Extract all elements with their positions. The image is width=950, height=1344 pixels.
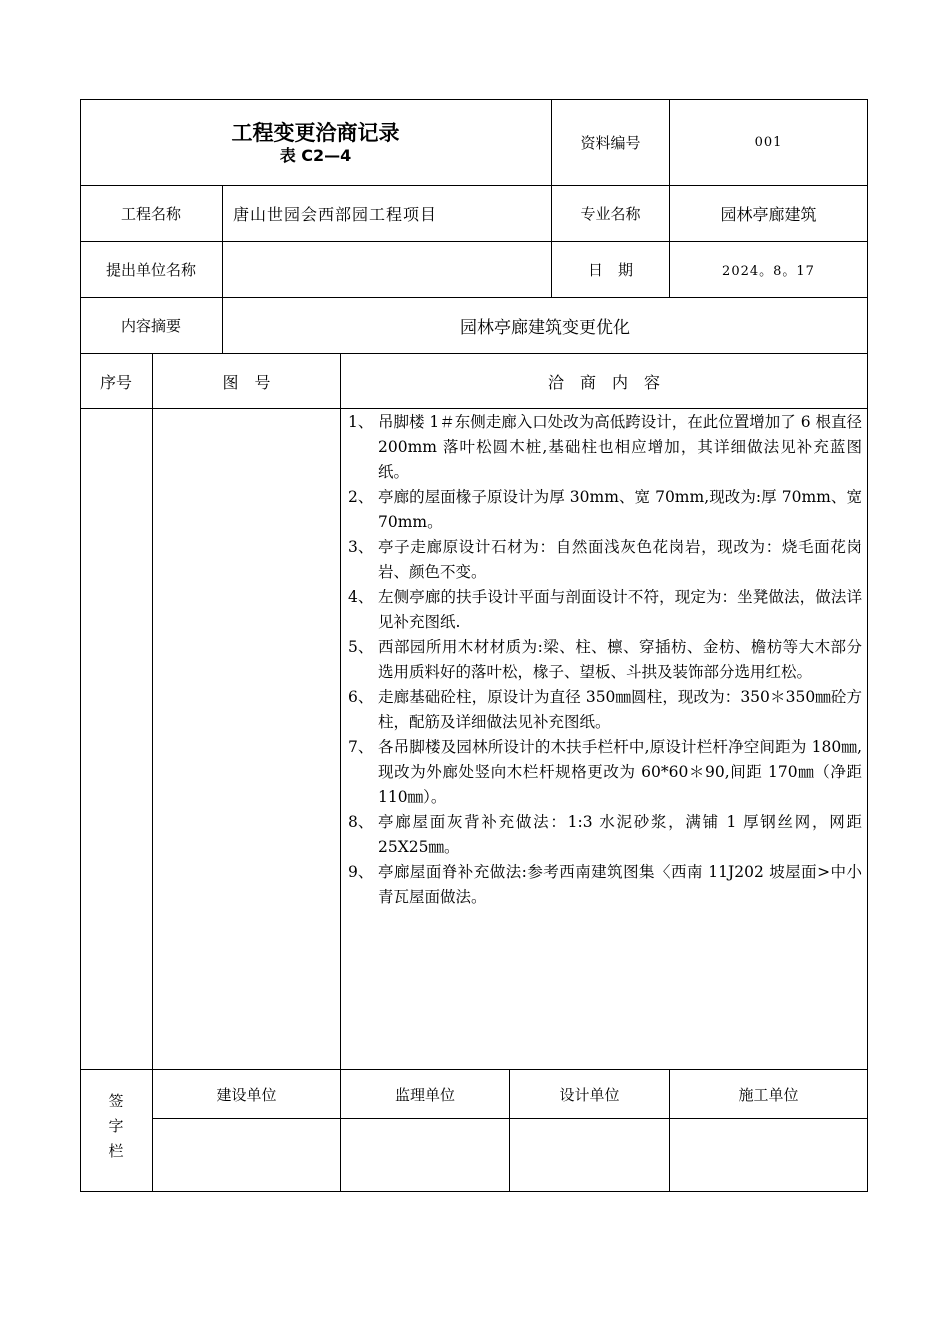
signature-label: 签字栏 [106,1093,125,1168]
table-border-right [867,99,868,1192]
change-negotiation-form [80,99,868,1192]
project-name-value: 唐山世园会西部园工程项目 [233,205,438,224]
table-rule [80,408,868,409]
item-number: 2、 [348,488,374,506]
seq-header: 序号 [99,372,132,392]
table-border-bottom [80,1191,868,1192]
item-text: 吊脚楼 1＃东侧走廊入口处改为高低跨设计，在此位置增加了 6 根直径 200mm 落叶松圆木桩,基础柱也相应增加，其详细做法见补充蓝图纸。 [378,413,863,481]
page-title: 工程变更洽商记录 [231,121,400,145]
item-text: 西部园所用木材材质为:梁、柱、檩、穿插枋、金枋、檐枋等大木部分选用质料好的落叶松，椽子、望板、斗拱及装饰部分选用红松。 [378,638,862,681]
proposing-unit-value [223,242,551,297]
construction-unit-label: 施工单位 [738,1085,799,1104]
doc-no-value: 001 [754,134,783,150]
item-number: 3、 [348,538,374,556]
form-code: 表 C2—4 [279,146,352,165]
date-label: 日 期 [587,261,633,279]
item-number: 4、 [348,588,374,606]
item-number: 7、 [348,738,374,756]
item-number: 1、 [348,413,374,431]
item-number: 5、 [348,638,374,656]
summary-label: 内容摘要 [120,317,181,335]
list-item [346,860,862,910]
content-header: 洽 商 内 容 [547,372,660,392]
title-block [80,99,551,185]
item-number: 8、 [348,813,374,831]
date-value: 2024。8。17 [722,264,815,279]
table-rule [340,353,341,1192]
specialty-label: 专业名称 [580,205,641,223]
design-signature-field[interactable] [510,1119,669,1191]
proposing-unit-label: 提出单位名称 [105,261,196,279]
supervisor-unit-label: 监理单位 [394,1085,455,1104]
doc-no-label: 资料编号 [580,133,641,152]
list-item [346,810,862,860]
owner-signature-field[interactable] [153,1119,340,1191]
project-name-label: 工程名称 [120,205,181,223]
drawing-no-header: 图 号 [222,372,271,392]
list-item [346,535,862,585]
item-number: 6、 [348,688,374,706]
owner-unit-label: 建设单位 [216,1085,277,1104]
list-item [346,410,862,485]
item-text: 亭廊屋面脊补充做法:参考西南建筑图集〈西南 11J202 坡屋面>中小青瓦屋面做法。 [378,863,862,906]
signature-label-cell [80,1070,152,1191]
list-item [346,735,862,810]
item-number: 9、 [348,863,374,881]
list-item [346,635,862,685]
list-item [346,485,862,535]
change-items-list [346,410,862,910]
list-item [346,585,862,635]
summary-value: 园林亭廊建筑变更优化 [460,318,630,338]
item-text: 走廊基础砼柱，原设计为直径 350㎜圆柱，现改为：350＊350㎜砼方柱，配筋及详细做法见补充图纸。 [378,688,862,731]
construction-signature-field[interactable] [670,1119,867,1191]
item-text: 亭廊屋面灰背补充做法：1:3 水泥砂浆，满铺 1 厚钢丝网，网距 25X25㎜。 [378,813,862,856]
list-item [346,685,862,735]
item-text: 各吊脚楼及园林所设计的木扶手栏杆中,原设计栏杆净空间距为 180㎜,现改为外廊处竖向木栏杆规格更改为 60*60＊90,间距 170㎜（净距 110㎜）。 [378,738,862,806]
design-unit-label: 设计单位 [559,1085,620,1104]
table-rule [152,353,153,1192]
specialty-value: 园林亭廊建筑 [720,205,817,224]
supervisor-signature-field[interactable] [341,1119,509,1191]
item-text: 左侧亭廊的扶手设计平面与剖面设计不符，现定为：坐凳做法，做法详见补充图纸. [378,588,862,631]
item-text: 亭廊的屋面椽子原设计为厚 30mm、宽 70mm,现改为:厚 70mm、宽 70mm。 [378,488,862,531]
item-text: 亭子走廊原设计石材为：自然面浅灰色花岗岩，现改为：烧毛面花岗岩、颜色不变。 [378,538,862,581]
